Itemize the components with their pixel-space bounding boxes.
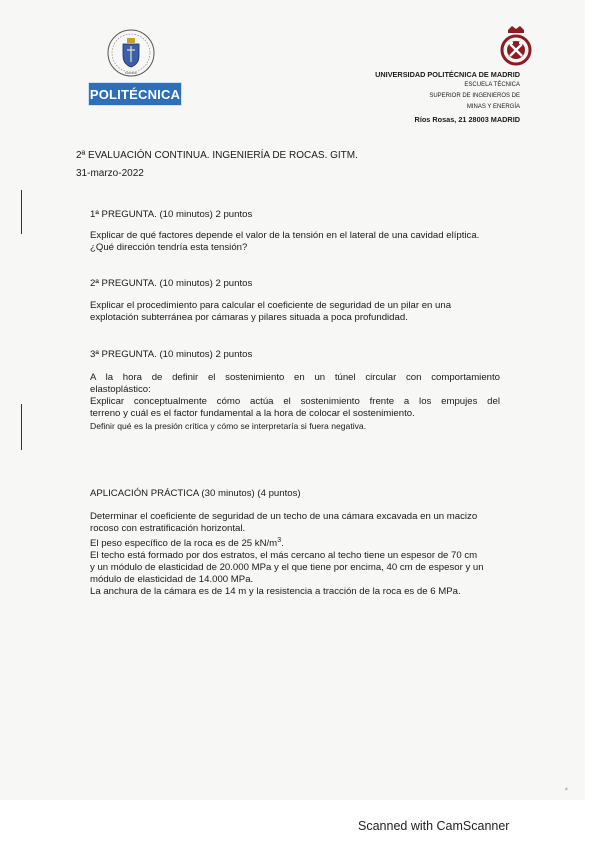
practical-line: y un módulo de elasticidad de 20.000 MPa y el que tiene por encima, 40 cm de espesor y un: [90, 562, 484, 574]
scan-edge-mark: [21, 404, 22, 450]
upm-logo: [88, 28, 180, 106]
question-3-heading: 3ª PREGUNTA. (10 minutos) 2 puntos: [90, 349, 253, 360]
practical-line: módulo de elasticidad de 14.000 MPa.: [90, 574, 254, 586]
practical-line-suffix: .: [281, 538, 284, 550]
practical-line: [90, 535, 530, 550]
school-line-3: MINAS Y ENERGÍA: [466, 104, 520, 110]
school-crest-icon: [496, 24, 536, 68]
practical-text: [90, 511, 530, 598]
camscanner-footer: Scanned with CamScanner: [358, 819, 510, 833]
question-1-line: Explicar de qué factores depende el valor de la tensión en el lateral de una cavidad elíptica.: [90, 230, 480, 241]
institution-name: UNIVERSIDAD POLITÉCNICA DE MADRID: [375, 70, 520, 79]
question-2-line: explotación subterránea por cámaras y pilares situada a poca profundidad.: [90, 312, 408, 323]
school-address: Ríos Rosas, 21 28003 MADRID: [414, 115, 520, 124]
practical-line: rocoso con estratificación horizontal.: [90, 523, 246, 534]
practical-line: La anchura de la cámara es de 14 m y la resistencia a tracción de la roca es de 6 MPa.: [90, 586, 461, 598]
svg-text:MADRID: MADRID: [125, 71, 137, 75]
question-3-text: [90, 372, 500, 432]
practical-line: Determinar el coeficiente de seguridad de un techo de una cámara excavada en un macizo: [90, 511, 478, 522]
upm-shield-icon: [106, 28, 156, 78]
question-1-line: ¿Qué dirección tendría esta tensión?: [90, 242, 248, 253]
scan-artifact: ⸗: [565, 784, 568, 793]
practical-heading: APLICACIÓN PRÁCTICA (30 minutos) (4 puntos): [90, 488, 301, 499]
question-2-text: [90, 300, 510, 324]
school-line-1: ESCUELA TÉCNICA: [464, 82, 520, 88]
unit-superscript: 3: [277, 537, 282, 544]
practical-line-text: El peso específico de la roca es de 25 kN/m: [90, 538, 278, 550]
exam-date: 31-marzo-2022: [76, 168, 144, 179]
politecnica-badge: POLITÉCNICA: [88, 82, 182, 106]
question-3-line: Definir qué es la presión crítica y cómo se interpretaría si fuera negativa.: [90, 421, 367, 431]
school-address-block: [375, 69, 520, 125]
question-1-text: [90, 230, 510, 254]
question-3-line: elastoplástico:: [90, 384, 151, 395]
practical-line: El techo está formado por dos estratos, el más cercano al techo tiene un espesor de 70 cm: [90, 550, 478, 562]
question-1-heading: 1ª PREGUNTA. (10 minutos) 2 puntos: [90, 209, 253, 220]
question-3-line: Explicar conceptualmente cómo actúa el sostenimiento frente a los empujes del: [90, 396, 500, 407]
school-line-2: SUPERIOR DE INGENIEROS DE: [429, 93, 520, 99]
question-3-line: terreno y cuál es el factor fundamental a la hora de colocar el sostenimiento.: [90, 408, 415, 419]
scan-edge-mark: [21, 190, 22, 234]
exam-title: 2ª EVALUACIÓN CONTINUA. INGENIERÍA DE ROCAS. GITM.: [76, 150, 358, 161]
question-2-heading: 2ª PREGUNTA. (10 minutos) 2 puntos: [90, 278, 253, 289]
question-3-line: A la hora de definir el sostenimiento en un túnel circular con comportamiento: [90, 372, 500, 383]
question-2-line: Explicar el procedimiento para calcular el coeficiente de seguridad de un pilar en una: [90, 300, 452, 311]
